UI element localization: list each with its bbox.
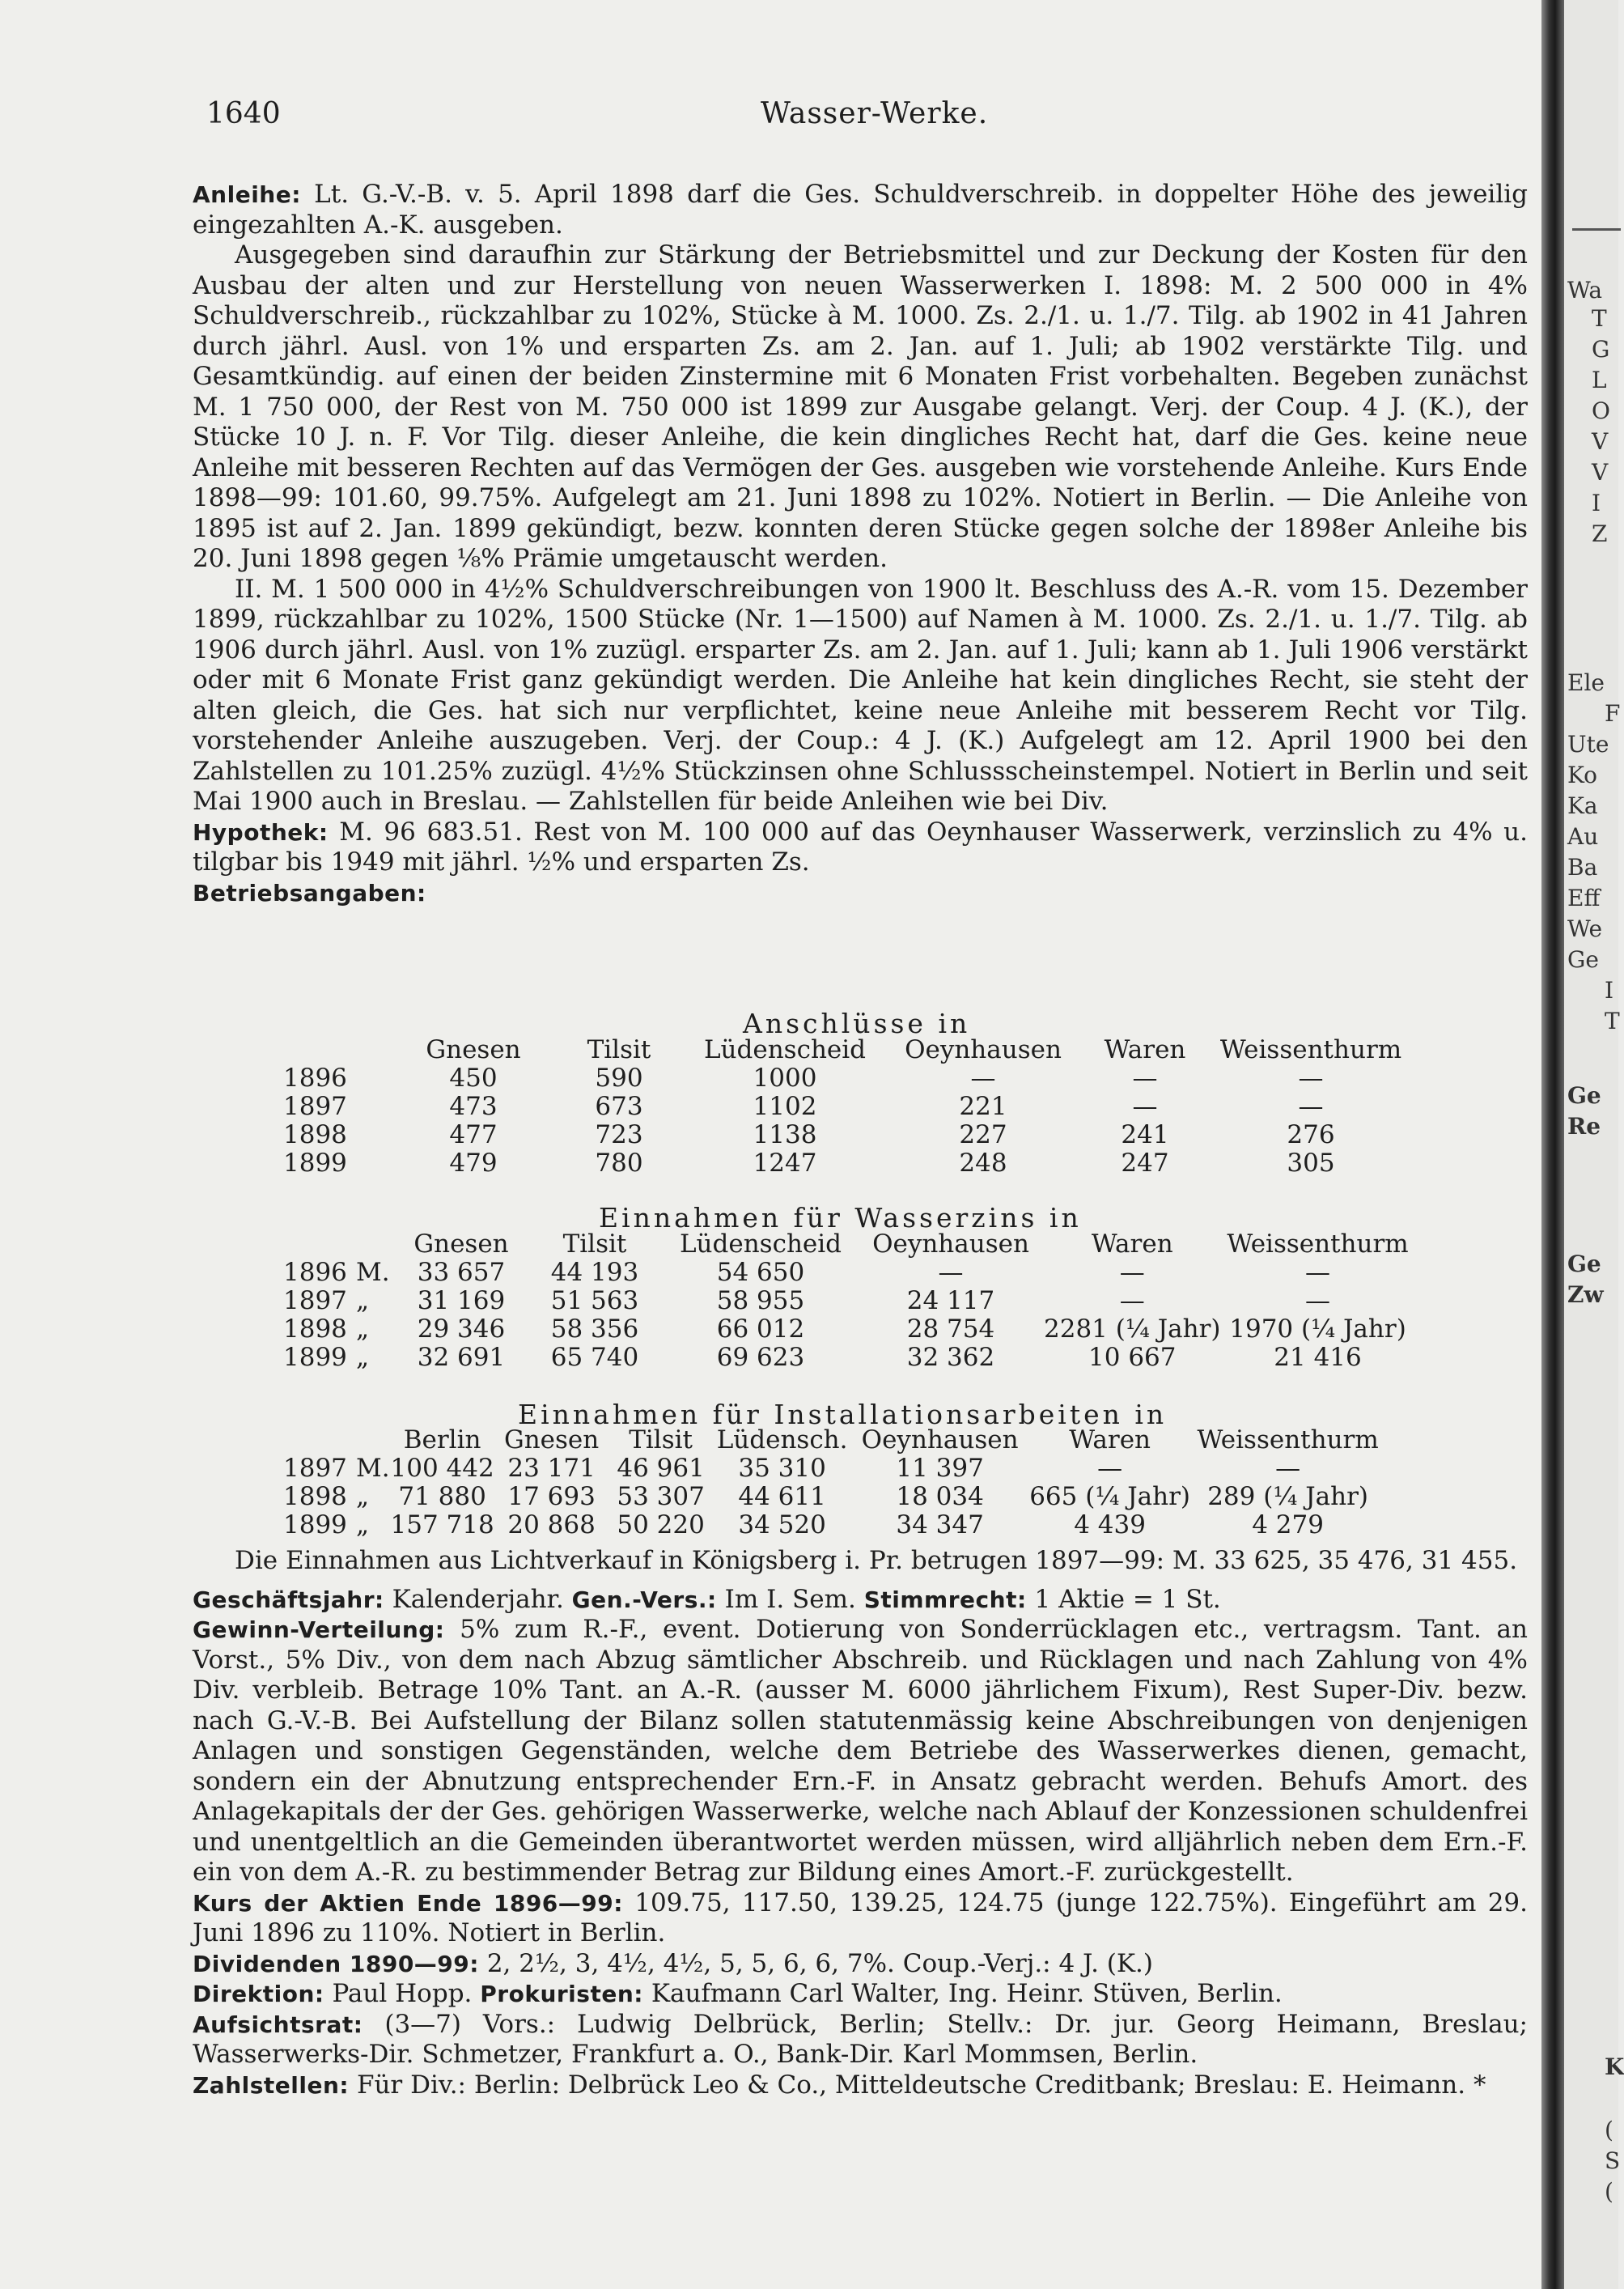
row-year: 1897 [283,1454,347,1483]
cell: — [1305,1286,1331,1315]
hypothek-label: Hypothek: [193,818,329,846]
column-header: Weissenthurm [1227,1229,1409,1259]
cell: 4 279 [1252,1510,1324,1539]
table-row [283,1455,1385,1483]
table-row [283,1259,1415,1287]
anleihe-label: Anleihe: [193,181,301,208]
section-anleihe [193,180,1528,908]
cell: 44 193 [550,1258,639,1287]
gen-vers-text: Im I. Sem. [724,1584,856,1614]
cell: 65 740 [550,1343,639,1372]
cell: 473 [449,1092,498,1121]
edge-fragment: V [1592,459,1609,486]
column-header: Lüdensch. [716,1425,848,1455]
zahlstellen-text: Für Div.: Berlin: Delbrück Leo & Co., Mitteldeutsche Creditbank; Breslau: E. Heimann. * [356,2070,1486,2100]
cell: 50 220 [617,1510,705,1539]
edge-fragment: K [1605,2053,1624,2080]
column-header: Tilsit [629,1425,693,1455]
cell: 29 346 [417,1314,506,1344]
currency: M. [356,1454,390,1483]
row-year: 1896 [283,1258,347,1287]
cell: 450 [449,1064,498,1093]
table-row [283,1511,1385,1539]
row-year: 1897 [283,1286,347,1315]
edge-fragment: Ka [1567,792,1598,819]
table-wasserzins-caption: Einnahmen für Wasserzins in [599,1202,1082,1234]
column-header: Oeynhausen [872,1229,1029,1259]
table-installation [283,1426,1385,1539]
cell: 46 961 [617,1454,705,1483]
edge-fragment: Re [1567,1113,1601,1140]
row-year: 1899 [283,1510,347,1539]
currency: M. [356,1258,390,1287]
cell: 66 012 [716,1314,805,1344]
cell: 100 442 [390,1454,494,1483]
column-header: Gnesen [426,1035,521,1064]
edge-fragment: Au [1567,823,1599,850]
cell: — [1119,1258,1145,1287]
cell: 248 [959,1149,1007,1178]
edge-fragment: ( [1605,2117,1613,2143]
currency: „ [356,1482,370,1511]
cell: 227 [959,1120,1007,1149]
edge-fragment: Ko [1567,762,1598,788]
cell: 31 169 [417,1286,506,1315]
table-row [283,1344,1415,1372]
cell: — [938,1258,964,1287]
edge-fragment: I [1592,490,1601,516]
cell: 1247 [753,1149,817,1178]
cell: 1138 [753,1120,817,1149]
direktion-text: Paul Hopp. [332,1979,473,2008]
currency: „ [356,1343,370,1372]
column-header: Gnesen [503,1425,600,1455]
cell: 1102 [753,1092,817,1121]
cell: — [1298,1064,1324,1093]
edge-fragment: Zw [1567,1281,1604,1308]
edge-fragment: L [1592,367,1607,393]
table-installation-caption: Einnahmen für Installationsarbeiten in [518,1399,1168,1430]
gewinn-label: Gewinn-Verteilung: [193,1616,445,1643]
cell: 20 868 [507,1510,596,1539]
lichtverkauf-text: Die Einnahmen aus Lichtverkauf in Königsberg i. Pr. betrugen 1897—99: M. 33 625, 35 476, 31 455. [235,1546,1518,1575]
cell: 51 563 [550,1286,639,1315]
edge-fragment: Ele [1567,669,1605,696]
currency: „ [356,1314,370,1344]
cell: 247 [1121,1149,1169,1178]
row-year: 1897 [283,1092,347,1121]
cell: 157 718 [390,1510,494,1539]
betriebsangaben-label: Betriebsangaben: [193,879,426,907]
prokuristen-label: Prokuristen: [480,1981,643,2007]
edge-fragment: G [1592,336,1610,363]
edge-fragment: Ge [1567,1082,1601,1109]
anleihe-intro: Lt. G.-V.-B. v. 5. April 1898 darf die Ges. Schuldverschreib. in doppelter Höhe des jeweilig eingezahlten A.-K. ausgeben. [193,180,1528,240]
cell: 23 171 [507,1454,596,1483]
book-gutter [1541,0,1564,2289]
edge-fragment: T [1605,1008,1620,1034]
hypothek-text: M. 96 683.51. Rest von M. 100 000 auf das Oeynhauser Wasserwerk, verzinslich zu 4% u. tilgbar bis 1949 mit jährl. ½% und ersparten Zs. [193,817,1528,877]
cell: 10 667 [1088,1343,1177,1372]
row-year: 1896 [283,1064,347,1093]
table-anschluesse-caption: Anschlüsse in [743,1008,971,1039]
column-header: Weissenthurm [1197,1425,1379,1455]
cell: — [1097,1454,1123,1483]
cell: 58 955 [716,1286,805,1315]
cell: 590 [595,1064,643,1093]
page-number: 1640 [206,97,281,130]
geschaeftsjahr-text: Kalenderjahr. [392,1584,564,1614]
cell: 54 650 [716,1258,805,1287]
column-header: Gnesen [413,1229,509,1259]
cell: 276 [1287,1120,1335,1149]
cell: 32 362 [906,1343,995,1372]
edge-fragment: Ba [1567,854,1598,881]
cell: 35 310 [738,1454,826,1483]
cell: — [1132,1064,1158,1093]
table-row [283,1093,1416,1121]
column-header: Waren [1104,1035,1186,1064]
column-header: Waren [1091,1229,1173,1259]
edge-fragment: T [1592,305,1607,332]
cell: 34 520 [738,1510,826,1539]
running-head: Wasser-Werke. [761,97,989,130]
cell: 665 (¼ Jahr) [1029,1482,1191,1511]
cell: 28 754 [906,1314,995,1344]
table-row [283,1064,1416,1093]
table-anschluesse [283,1036,1416,1178]
cell: 34 347 [896,1510,984,1539]
gewinn-text: 5% zum R.-F., event. Dotierung von Sonderrücklagen etc., vertragsm. Tant. an Vorst., 5% Div., von dem nach Abzug sämtlicher Abschreib. und Rücklagen und nach Zahlung von 4% Div. verbleib. Betrage 10% Tant. an A.-R. (ausser M. 6000 jährlichem Fixum), Rest Super-Div. bezw. nach G.-V.-B. Bei Aufstellung der Bilanz sollen statutenmässig keine Abschreibungen von denjenigen Anlagen und sonstigen Gegenständen, welche dem Betriebe des Wasserwerkes dienen, gemacht, sondern ein der Abnutzung entsprechender Ern.-F. in Ansatz gebracht werden. Behufs Amort. des Anlagekapitals der der Ges. gehörigen Wasserwerke, welche nach Ablauf der Konzessionen schuldenfrei und unentgeltlich an die Gemeinden überantwortet werden müssen, wird alljährlich neben dem Ern.-F. ein von dem A.-R. zu bestimmender Betrag zur Bildung eines Amort.-F. zurückgestellt. [193,1615,1528,1887]
cell: 11 397 [896,1454,984,1483]
row-year: 1898 [283,1314,347,1344]
column-header: Lüdenscheid [679,1229,842,1259]
table-row [283,1149,1416,1178]
cell: 479 [449,1149,498,1178]
cell: 723 [595,1120,643,1149]
edge-fragment: Z [1592,520,1608,547]
edge-fragment: Eff [1567,885,1601,911]
dividenden-label: Dividenden 1890—99: [193,1950,479,1977]
cell: 241 [1121,1120,1169,1149]
edge-fragment: Ge [1567,946,1599,973]
table-row [283,1121,1416,1149]
dividenden-text: 2, 2½, 3, 4½, 4½, 5, 5, 6, 6, 7%. Coup.-Verj.: 4 J. (K.) [486,1948,1153,1978]
cell: 221 [959,1092,1007,1121]
cell: 21 416 [1274,1343,1362,1372]
edge-fragment: O [1592,397,1610,424]
stimmrecht-text: 1 Aktie = 1 St. [1034,1584,1221,1614]
cell: — [970,1064,996,1093]
prokuristen-text: Kaufmann Carl Walter, Ing. Heinr. Stüven, Berlin. [651,1979,1283,2008]
kurs-text: 109.75, 117.50, 139.25, 124.75 (junge 122.75%). Eingeführt am 29. Juni 1896 zu 110%. Notiert in Berlin. [193,1888,1528,1947]
cell: 289 (¼ Jahr) [1207,1482,1369,1511]
cell: 18 034 [896,1482,984,1511]
table-header-row [283,1036,1416,1064]
anleihe-paragraph-2: II. M. 1 500 000 in 4½% Schuldverschreibungen von 1900 lt. Beschluss des A.-R. vom 15. Dezember 1899, rückzahlbar zu 102%, 1500 Stücke (Nr. 1—1500) auf Namen à M. 1000. Zs. 2./1. u. 1./7. Tilg. ab 1906 durch jährl. Ausl. von 1% zuzügl. ersparter Zs. am 2. Jan. auf 1. Juli; kann ab 1. Juli 1906 verstärkt oder mit 6 Monate Frist ganz gekündigt werden. Die Anleihe hat kein dingliches Recht, sie steht der alten gleich, die Ges. hat sich nur verpflichtet, keine neue Anleihe mit besserem Recht vor Tilg. vorstehender Anleihe auszugeben. Verj. der Coup.: 4 J. (K.) Aufgelegt am 12. April 1900 bei den Zahlstellen zu 101.25% zuzügl. 4½% Stückzinsen ohne Schlussscheinstempel. Notiert in Berlin und seit Mai 1900 auch in Breslau. — Zahlstellen für beide Anleihen wie bei Div. [193,574,1528,816]
column-header: Oeynhausen [905,1035,1062,1064]
cell: 1000 [753,1064,817,1093]
row-year: 1898 [283,1482,347,1511]
cell: 44 611 [738,1482,826,1511]
aufsichtsrat-label: Aufsichtsrat: [193,2011,363,2038]
cell: — [1275,1454,1301,1483]
column-header: Tilsit [587,1035,651,1064]
aufsichtsrat-text: (3—7) Vors.: Ludwig Delbrück, Berlin; Stellv.: Dr. jur. Georg Heimann, Breslau; Wasserwerks-Dir. Schmetzer, Frankfurt a. O., Bank-Dir. Karl Mommsen, Berlin. [193,2009,1528,2069]
table-row [283,1483,1385,1511]
cell: 1970 (¼ Jahr) [1229,1314,1406,1344]
edge-fragment: S [1605,2147,1621,2174]
cell: 53 307 [617,1482,705,1511]
edge-fragment: Wa [1567,277,1603,304]
column-header: Lüdenscheid [703,1035,867,1064]
edge-fragment: ( [1605,2178,1613,2205]
table-header-row [283,1230,1415,1259]
cell: 69 623 [716,1343,805,1372]
cell: 32 691 [417,1343,506,1372]
column-header: Oeynhausen [861,1425,1019,1455]
section-footer [193,1546,1528,2100]
column-header: Waren [1069,1425,1151,1455]
edge-rule [1572,228,1621,231]
currency: „ [356,1510,370,1539]
cell: — [1298,1092,1324,1121]
table-row [283,1287,1415,1315]
edge-fragment: V [1592,428,1609,455]
cell: 477 [449,1120,498,1149]
kurs-label: Kurs der Aktien Ende 1896—99: [193,1889,623,1917]
table-row [283,1315,1415,1344]
row-year: 1898 [283,1120,347,1149]
cell: 780 [595,1149,643,1178]
currency: „ [356,1286,370,1315]
geschaeftsjahr-label: Geschäftsjahr: [193,1586,384,1613]
cell: 17 693 [507,1482,596,1511]
column-header: Berlin [403,1425,481,1455]
cell: — [1305,1258,1331,1287]
stimmrecht-label: Stimmrecht: [863,1586,1027,1613]
zahlstellen-label: Zahlstellen: [193,2071,350,2099]
cell: 71 880 [398,1482,486,1511]
adjacent-page-edge [1564,0,1624,2289]
cell: — [1132,1092,1158,1121]
anleihe-paragraph-1: Ausgegeben sind daraufhin zur Stärkung der Betriebsmittel und zur Deckung der Kosten für den Ausbau der alten und zur Herstellung von neuen Wasserwerken I. 1898: M. 2 500 000 in 4% Schuldverschreib., rückzahlbar zu 102%, Stücke à M. 1000. Zs. 2./1. u. 1./7. Tilg. ab 1902 in 41 Jahren durch jährl. Ausl. von 1% und ersparten Zs. am 2. Jan. auf 1. Juli; ab 1902 verstärkte Tilg. und Gesamtkündig. auf einen der beiden Zinstermine mit 6 Monaten Frist vorbehalten. Begeben zunächst M. 1 750 000, der Rest von M. 750 000 ist 1899 zur Ausgabe gelangt. Verj. der Coup. 4 J. (K.), der Stücke 10 J. n. F. Vor Tilg. dieser Anleihe, die kein dingliches Recht hat, darf die Ges. keine neue Anleihe mit besseren Rechten auf das Vermögen der Ges. ausgeben wie vorstehende Anleihe. Kurs Ende 1898—99: 101.60, 99.75%. Aufgelegt am 21. Juni 1898 zu 102%. Notiert in Berlin. — Die Anleihe von 1895 ist auf 2. Jan. 1899 gekündigt, bezw. konnten deren Stücke gegen solche der 1898er Anleihe bis 20. Juni 1898 gegen ⅛% Prämie umgetauscht werden. [193,240,1528,573]
cell: 305 [1287,1149,1335,1178]
direktion-label: Direktion: [193,1981,324,2007]
cell: 58 356 [550,1314,639,1344]
edge-fragment: F [1605,700,1621,727]
cell: 2281 (¼ Jahr) [1044,1314,1221,1344]
column-header: Weissenthurm [1219,1035,1402,1064]
gen-vers-label: Gen.-Vers.: [571,1586,717,1613]
edge-fragment: I [1605,977,1614,1004]
table-wasserzins [283,1230,1415,1372]
cell: 673 [595,1092,643,1121]
edge-fragment: Ute [1567,731,1609,758]
cell: 33 657 [417,1258,506,1287]
table-header-row [283,1426,1385,1455]
row-year: 1899 [283,1149,347,1178]
column-header: Tilsit [562,1229,627,1259]
cell: 24 117 [906,1286,995,1315]
row-year: 1899 [283,1343,347,1372]
cell: 4 439 [1074,1510,1146,1539]
edge-fragment: We [1567,915,1603,942]
edge-fragment: Ge [1567,1251,1601,1277]
cell: — [1119,1286,1145,1315]
